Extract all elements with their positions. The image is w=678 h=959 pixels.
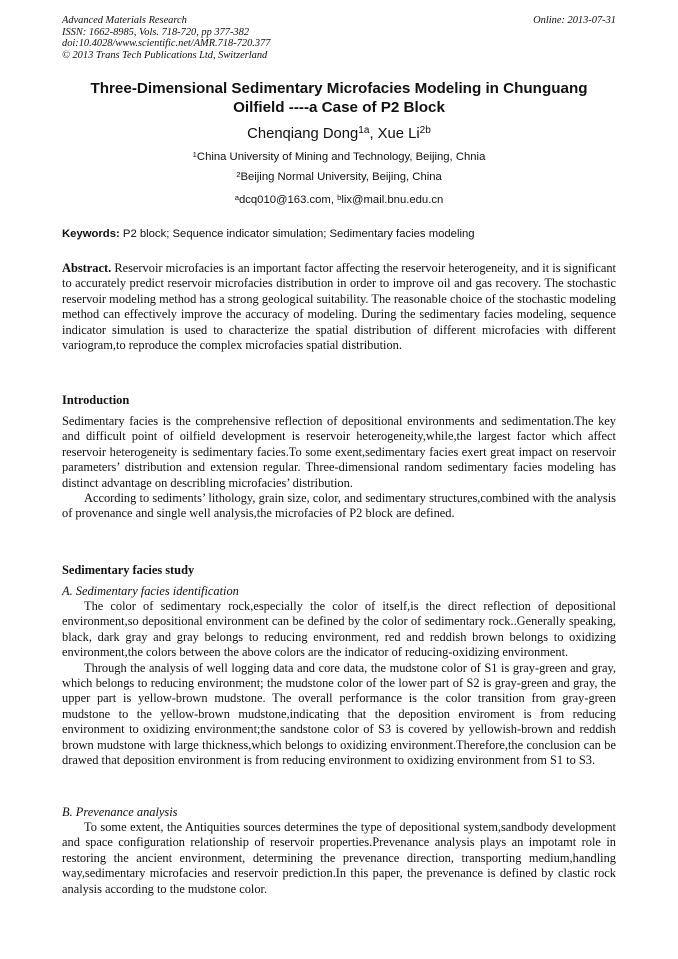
doi-line: doi:10.4028/www.scientific.net/AMR.718-720.377	[62, 38, 271, 50]
keywords-label: Keywords:	[62, 228, 120, 240]
introduction-body	[62, 414, 616, 522]
subsection-a-paragraph-2: Through the analysis of well logging data and core data, the mudstone color of S1 is gray-green and gray, which belongs to reducing environment; the mudstone color of the lower part of S2 is gray-green and gray, the upper part is yellow-brown mudstone. The overall performance is the color transition from gray-green mudstone to the yellow-brown mudstone,indicating that the deposition enviroment is from reducing environment to oxidizing environment;the sandstone color of S3 is covered by yellowish-brown and reddish brown mudstone with large thickness,which belongs to oxidizing environment.Therefore,the conclusion can be drawed that deposition environment is from reducing environment to oxidizing environment from S1 to S3.	[62, 660, 616, 768]
email-b-mark: b	[337, 192, 342, 202]
author-1-mark: 1a	[358, 125, 370, 137]
affiliation-1-text: China University of Mining and Technology, Beijing, Chnia	[196, 151, 486, 163]
keywords-text: P2 block; Sequence indicator simulation; Sedimentary facies modeling	[119, 228, 475, 240]
abstract	[62, 261, 616, 353]
subsection-b-paragraph-1: To some extent, the Antiquities sources determines the type of depositional system,sandbody development and space configuration relationship of reservoir properties.Prevenance analysis plays an impotamt role in restoring the ancient environment, determining the prevenance direction, transporting medium,handling way,sedimentary microfacies and reservoir prediction.In this paper, the prevenance is defined by clastic rock analysis according to the mudstone color.	[62, 820, 616, 896]
introduction-heading: Introduction	[62, 393, 130, 407]
title-line-1: Three-Dimensional Sedimentary Microfacies Modeling in Chunguang	[90, 80, 588, 97]
issn-line: ISSN: 1662-8985, Vols. 718-720, pp 377-382	[62, 26, 250, 38]
affiliation-1	[62, 150, 616, 164]
copyright-line: © 2013 Trans Tech Publications Ltd, Switzerland	[62, 49, 268, 61]
author-2: Xue Li	[377, 126, 420, 142]
author-2-mark: 2b	[419, 125, 431, 137]
email-b: lix@mail.bnu.edu.cn	[341, 194, 444, 206]
author-separator: ,	[369, 126, 378, 142]
subsection-a-heading: A. Sedimentary facies identification	[62, 584, 239, 598]
affiliation-2-mark: 2	[236, 169, 241, 179]
author-1: Chenqiang Dong	[247, 126, 359, 142]
paper-title	[62, 80, 616, 117]
journal-name: Advanced Materials Research	[62, 15, 187, 26]
subsection-a-paragraph-1: The color of sedimentary rock,especially the color of itself,is the direct reflection of depositional environment,so depositional environment can be defined by the color of sedimentary rock..Generally speaking, black, dark gray and gray belongs to reducing environment, red and reddish brown belongs to oxidizing environment,the colors between the above colors are the indicator of reducing-oxidizing environment.	[62, 599, 616, 660]
email-line	[62, 193, 616, 207]
facies-study-heading: Sedimentary facies study	[62, 563, 195, 577]
abstract-text: Reservoir microfacies is an important factor affecting the reservoir heterogeneity, and it is significant to accurately predict reservoir microfacies distribution in order to improve oil and gas recovery. The stochastic reservoir modeling method has a strong geological suitability. The reasonable choice of the stochastic modeling method can effectively improve the accuracy of modeling. During the sedimentary facies modeling, sequence indicator simulation is used to characterize the spatial distribution of different microfacies with different variogram,to reproduce the complex microfacies spatial distribution.	[62, 261, 616, 353]
subsection-b-body	[62, 820, 616, 897]
subsection-a-body	[62, 599, 616, 768]
online-date: Online: 2013-07-31	[533, 15, 616, 26]
affiliation-2	[62, 170, 616, 184]
affiliation-1-mark: 1	[192, 149, 197, 159]
subsection-b-heading: B. Prevenance analysis	[62, 805, 178, 819]
abstract-label: Abstract.	[62, 261, 112, 275]
email-a: dcq010@163.com,	[238, 194, 338, 206]
email-a-mark: a	[234, 192, 239, 202]
introduction-paragraph-1: Sedimentary facies is the comprehensive reflection of depositional environments and sedimentation.The key and difficult point of oilfield development is reservoir heterogeneity,while,the largest factor which affect reservoir heterogeneity is sedimentary facies.To some exent,sedimentary facies exert great impact on reservoir parameters’ distribution and extension regular. Three-dimensional random sedimentary facies modeling has distinct advantage on describling microfacies’ distribution.	[62, 414, 616, 490]
affiliation-2-text: Beijing Normal University, Beijing, China	[240, 171, 442, 183]
running-header	[62, 15, 616, 61]
title-line-2: Oilfield ----a Case of P2 Block	[233, 98, 445, 116]
author-list	[62, 125, 616, 143]
introduction-paragraph-2: According to sediments’ lithology, grain size, color, and sedimentary structures,combined with the analysis of provenance and single well analysis,the microfacies of P2 block are defined.	[62, 491, 616, 521]
keywords	[62, 227, 616, 241]
